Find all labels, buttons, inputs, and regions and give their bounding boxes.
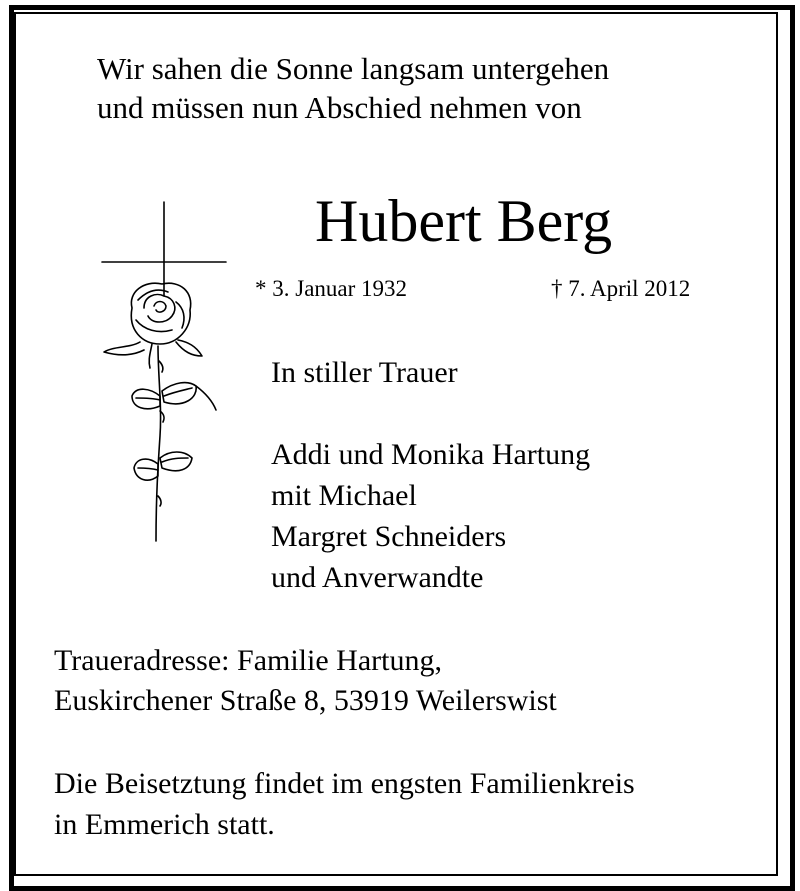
intro-line-2: und müssen nun Abschied nehmen von	[97, 90, 582, 125]
mourner-line-4: und Anverwandte	[271, 561, 484, 594]
notice-line-2: in Emmerich statt.	[54, 808, 275, 841]
mourner-line-2: mit Michael	[271, 479, 417, 512]
cross-with-rose-icon	[92, 196, 232, 551]
notice-line-1: Die Beisetztung findet im engsten Familienkreis	[54, 767, 635, 800]
address-line-1: Traueradresse: Familie Hartung,	[54, 644, 442, 677]
mourner-line-3: Margret Schneiders	[271, 520, 507, 553]
birth-date: * 3. Januar 1932	[255, 276, 408, 301]
intro-line-1: Wir sahen die Sonne langsam untergehen	[97, 51, 610, 86]
mourner-line-1: Addi und Monika Hartung	[271, 438, 591, 471]
address-line-2: Euskirchener Straße 8, 53919 Weilerswist	[54, 684, 557, 717]
deceased-name: Hubert Berg	[315, 188, 613, 254]
death-date: † 7. April 2012	[551, 276, 691, 301]
mourning-heading: In stiller Trauer	[271, 356, 458, 389]
